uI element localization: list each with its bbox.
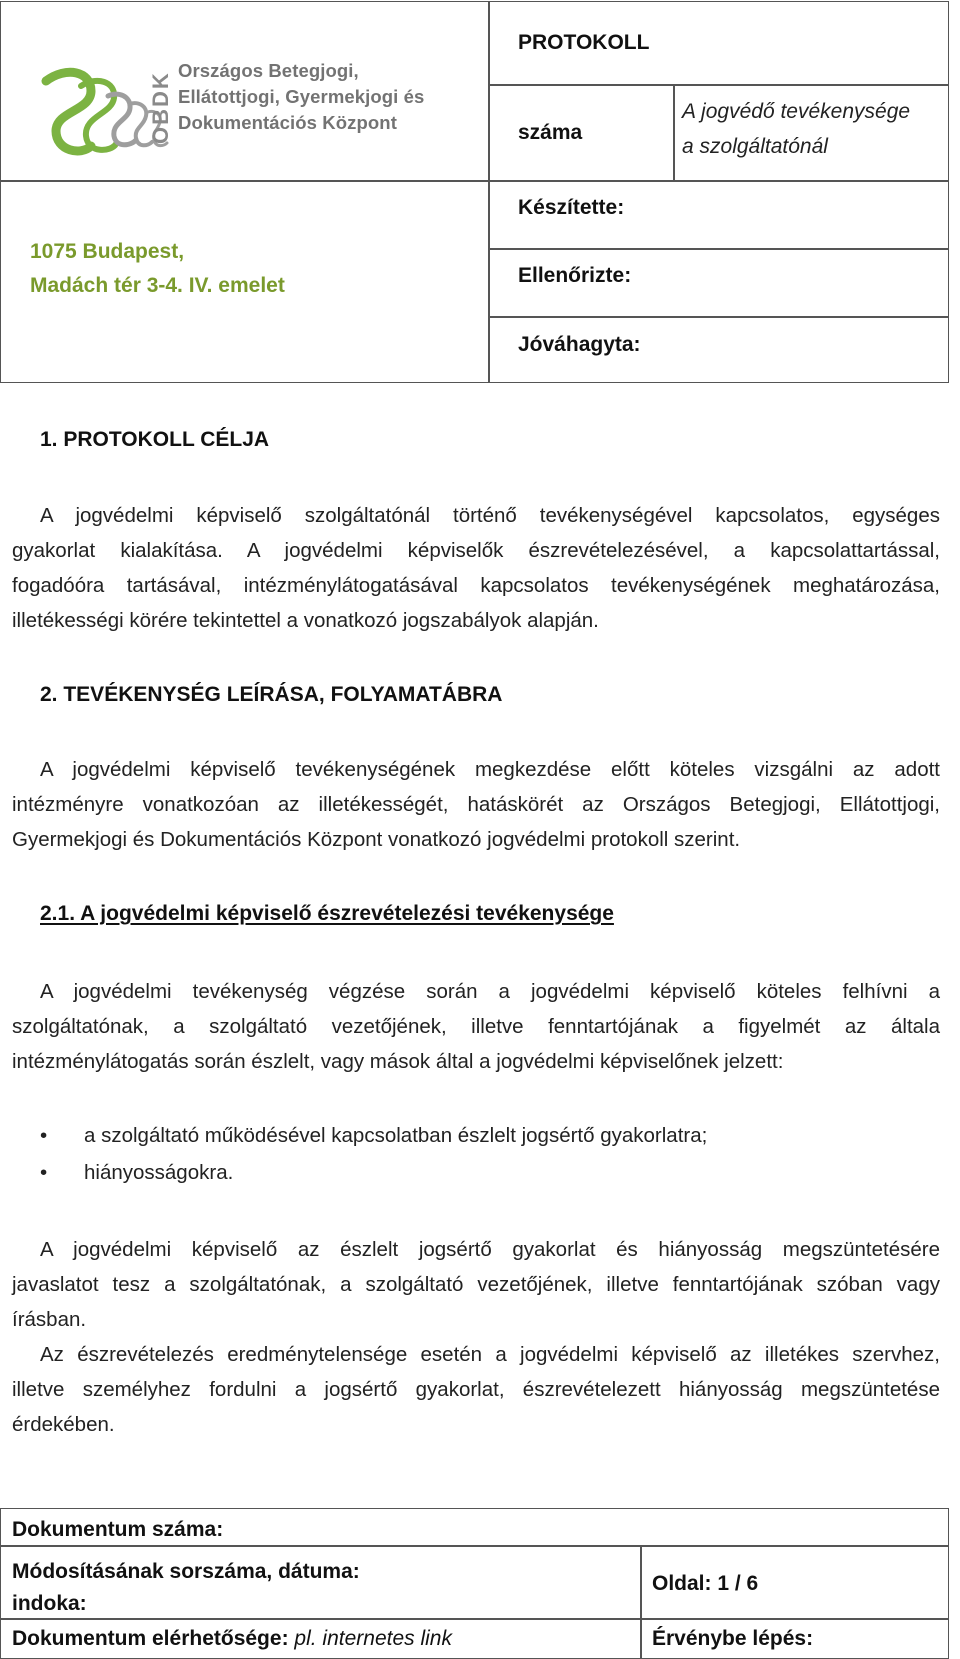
modification-label [12, 1556, 360, 1620]
availability [12, 1627, 452, 1651]
logo-abbr-text: OBDK [148, 71, 173, 144]
s21-line-1: A jogvédelmi tevékenység végzése során a jogvédelmi képviselő köteles felhívni a [40, 980, 940, 1003]
footer-divider-vertical [640, 1545, 642, 1659]
header-divider-4 [488, 316, 949, 318]
prepared-by-label: Készítette: [518, 196, 625, 219]
checked-by-label: Ellenőrizte: [518, 264, 632, 287]
availability-value: pl. internetes link [294, 1627, 452, 1650]
bullet-text-1: a szolgáltató működésével kapcsolatban észlelt jogsértő gyakorlatra; [84, 1124, 708, 1147]
footer-divider-1 [0, 1545, 949, 1547]
logo-line-1: Országos Betegjogi, [178, 60, 359, 81]
pb-line-3: érdekében. [12, 1413, 115, 1436]
section-1-paragraph [12, 498, 940, 638]
logo-abbr [148, 52, 172, 142]
pa-line-1: A jogvédelmi képviselő az észlelt jogsértő gyakorlat és hiányosság megszüntetésére [40, 1238, 940, 1261]
s21-line-2: szolgáltatónak, a szolgáltató vezetőjének, illetve fenntartójának a figyelmét az általa [12, 1015, 940, 1038]
s2-line-2: intézményre vonatkozóan az illetékességét, hatáskörét az Országos Betegjogi, Ellátottjogi, [12, 793, 940, 816]
section-2-1-title [40, 902, 614, 926]
s2-line-1: A jogvédelmi képviselő tevékenységének megkezdése előtt köteles vizsgálni az adott [40, 758, 940, 781]
address-line-2: Madách tér 3-4. IV. emelet [30, 274, 285, 297]
section-2-1-paragraph [12, 974, 940, 1079]
header-divider-3 [488, 248, 949, 250]
s1-line-2: gyakorlat kialakítása. A jogvédelmi képviselők észrevételezésével, a kapcsolattartással, [12, 539, 940, 562]
effective-date-label: Érvénybe lépés: [652, 1627, 814, 1650]
modification-line-2: indoka: [12, 1592, 87, 1615]
bullet-text-2: hiányosságokra. [84, 1161, 234, 1184]
pb-line-1: Az észrevételezés eredménytelensége esetén a jogvédelmi képviselő az illetékes szervhez, [40, 1343, 940, 1366]
logo-name [178, 58, 428, 136]
address [30, 235, 285, 303]
section-2-title: 2. TEVÉKENYSÉG LEÍRÁSA, FOLYAMATÁBRA [40, 683, 503, 706]
header-divider-vertical [488, 1, 490, 383]
section-2-1-title-text: 2.1. A jogvédelmi képviselő észrevételezési tevékenysége [40, 902, 614, 925]
logo-line-2: Ellátottjogi, Gyermekjogi és [178, 86, 425, 107]
header-divider-number [673, 84, 675, 180]
protocol-number-label: száma [518, 121, 583, 144]
pb-line-2: illetve személyhez fordulni a jogsértő gyakorlat, észrevételezett hiányosság megszüntetése [12, 1378, 940, 1401]
bullet-icon: • [40, 1161, 48, 1184]
protocol-subject-line-1: A jogvédő tevékenysége [682, 100, 911, 123]
logo-line-3: Dokumentációs Központ [178, 112, 397, 133]
header-divider-1 [488, 84, 949, 86]
s2-line-3: Gyermekjogi és Dokumentációs Központ vonatkozó jogvédelmi protokoll szerint. [12, 828, 741, 851]
doc-number-label: Dokumentum száma: [12, 1518, 224, 1541]
s1-line-1: A jogvédelmi képviselő szolgáltatónál történő tevékenységével kapcsolatos, egységes [40, 504, 940, 527]
s21-line-3: intézménylátogatás során észlelt, vagy mások által a jogvédelmi képviselőnek jelzett: [12, 1050, 784, 1073]
address-line-1: 1075 Budapest, [30, 240, 185, 263]
modification-line-1: Módosításának sorszáma, dátuma: [12, 1560, 360, 1583]
bullet-icon: • [40, 1124, 48, 1147]
protocol-subject-line-2: a szolgáltatónál [682, 135, 828, 158]
page-indicator: Oldal: 1 / 6 [652, 1572, 759, 1595]
protocol-subject [682, 94, 910, 164]
protocol-title: PROTOKOLL [518, 31, 650, 54]
header-divider-2 [488, 180, 949, 182]
section-1-title: 1. PROTOKOLL CÉLJA [40, 428, 270, 451]
section-2-paragraph [12, 752, 940, 857]
pa-line-2: javaslatot tesz a szolgáltatónak, a szolgáltató vezetőjének, illetve fenntartójának szóban vagy [12, 1273, 940, 1296]
paragraph-proposal [12, 1232, 940, 1337]
header-divider-left [0, 180, 488, 182]
pa-line-3: írásban. [12, 1308, 87, 1331]
paragraph-escalation [12, 1337, 940, 1442]
approved-by-label: Jóváhagyta: [518, 333, 641, 356]
s1-line-4: illetékességi körére tekintettel a vonatkozó jogszabályok alapján. [12, 609, 599, 632]
availability-label: Dokumentum elérhetősége: [12, 1627, 289, 1650]
s1-line-3: fogadóóra tartásával, intézménylátogatásával kapcsolatos tevékenységének meghatározása, [12, 574, 940, 597]
